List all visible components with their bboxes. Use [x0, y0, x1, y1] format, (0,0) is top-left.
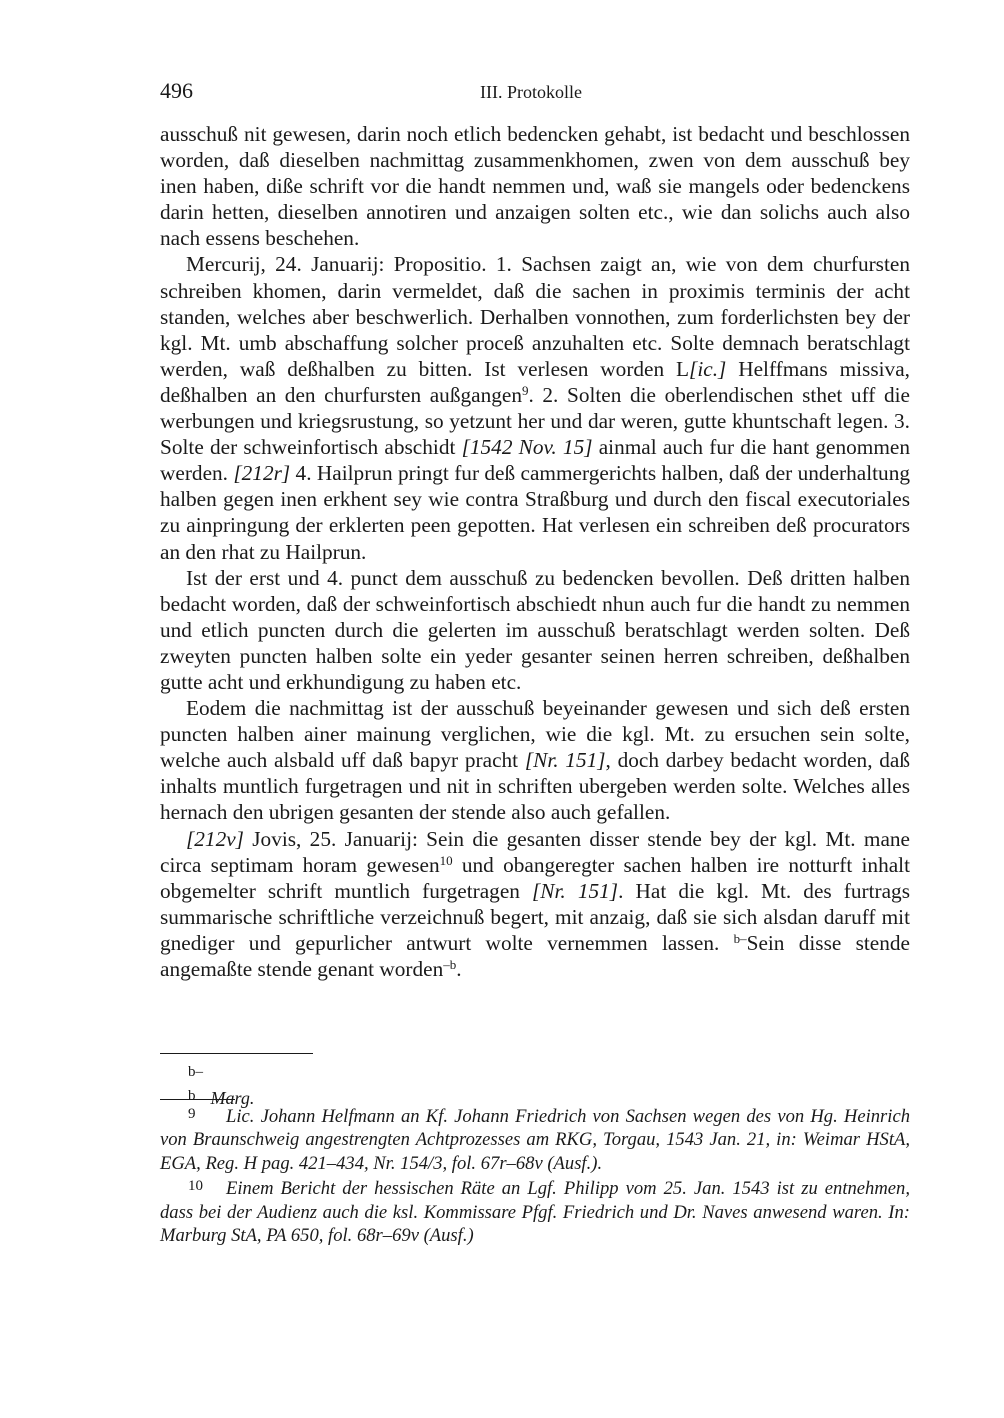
- paragraph-3: [160, 565, 910, 695]
- paragraph-2: [160, 251, 910, 564]
- folio-marker: [212r]: [233, 461, 291, 486]
- text-run: .: [456, 957, 462, 981]
- apparatus-mark: b–b: [188, 1064, 203, 1104]
- paragraph-3-text: Ist der erst und 4. punct dem ausschuß zu bedencken bevollen. Deß dritten halben bedacht worden, daß der schweinfortisch abschiedt nhun auch fur die handt zu nemmen und etlich puncten durch die gelerten im ausschuß beratschlagt werden solten. Deß zweyten puncten halben solte ein yeder gesanter seinen herren schreiben, deßhalben gutte acht und erkhundigung zu haben etc.: [160, 565, 910, 694]
- footnote-item: [160, 1175, 910, 1247]
- text-run: 4. Hailprun pringt fur deß cammergerichts halben, daß der underhaltung halben gegen inen erkhent sey wie contra Straßburg und durch den fiscal executoriales zu ainpringung der erklerten peen gepotten. Hat verlesen ein schreiben deß procurators an den rhat zu Hailprun.: [160, 461, 911, 564]
- editorial-insert: [1542 Nov. 15]: [461, 435, 593, 460]
- editorial-insert: [Nr. 151]: [524, 748, 606, 773]
- text-run: ainmal auch fur die hant genommen werden.: [160, 435, 911, 486]
- apparatus-text: Marg.: [210, 1088, 255, 1108]
- running-head: [160, 78, 910, 110]
- footnote-divider: [160, 1099, 235, 1100]
- text-run: . Hat die kgl. Mt. des furtrags summarische schriftliche verzeichnuß begert, mit anzaig, daß sie sich alsdan daruff mit gnediger und gepurlicher antwurt wolte vernemmen lassen.: [160, 878, 910, 955]
- text-run: . 2. Solten die oberlendischen sthet uff die werbungen und kriegsrustung, so yetzunt her und dar weren, gutte khuntschaft legen. 3. Solte der schweinfortisch abschidt: [160, 382, 910, 460]
- apparatus-divider: [160, 1053, 313, 1054]
- text-run: und obangeregter sachen halben ire notturft inhalt obgemelter schrift muntlich furgetragen: [160, 852, 911, 903]
- body-text: [160, 121, 910, 982]
- text-run: Sein disse stende angemaßte stende genant worden: [160, 930, 910, 981]
- footnote-number: 10: [188, 1178, 203, 1195]
- section-title: III. Protokolle: [480, 82, 582, 102]
- footnote-ref[interactable]: 10: [439, 852, 453, 868]
- footnote-ref[interactable]: 9: [521, 382, 529, 398]
- paragraph-4: [160, 695, 910, 825]
- apparatus-mark-close: –b: [443, 957, 457, 972]
- footnote-text: Lic. Johann Helfmann an Kf. Johann Friedrich von Sachsen wegen des von Hg. Heinrich von Braunschweig angestrengten Achtprozesses am RKG, Torgau, 1543 Jan. 21, in: Weimar HStA, EGA, Reg. H pag. 421–434, Nr. 154/3, fol. 67r–68v (Ausf.).: [160, 1106, 910, 1174]
- text-run: Mercurij, 24. Januarij: Propositio. 1. Sachsen zaigt an, wie von dem churfursten schreiben khomen, darin vermeldet, daß die sachen in proximis terminis der acht standen, welches aber beschwerlich. Derhalben vonnothen, zum forderlichsten bey der kgl. Mt. umb abschaffung solcher proceß anzuhalten etc. Solte demnach beratschlagt werden, waß deßhalben zu bitten. Ist verlesen worden L: [160, 252, 910, 381]
- footnote-number: 9: [188, 1106, 196, 1122]
- apparatus-mark-open: b–: [733, 930, 747, 946]
- text-run: Jovis, 25. Januarij: Sein die gesanten disser stende bey der kgl. Mt. mane circa septimam horam gewesen: [160, 826, 910, 877]
- footnotes: [160, 1103, 910, 1247]
- text-run: Helffmans missiva, deßhalben an den churfursten außgangen: [160, 356, 910, 407]
- text-run: Eodem die nachmittag ist der ausschuß beyeinander gewesen und sich deß ersten puncten halben ainer mainung verglichen, wie die kgl. Mt. zu ersuchen sein solte, welche auch alsbald uff daß bapyr pracht: [160, 696, 910, 773]
- paragraph-5: [160, 826, 910, 983]
- paragraph-1-text: ausschuß nit gewesen, darin noch etlich bedencken gehabt, ist bedacht und beschlossen worden, daß dieselben nachmittag zusammenkhomen, zwen von dem ausschuß bey inen haben, diße schrift vor die handt nemmen und, waß sie mangels oder bedenckens darin hetten, dieselben annotiren und anzaigen solten etc., wie dan solichs auch also nach essens beschehen.: [160, 122, 910, 251]
- folio-marker: [212v]: [186, 826, 244, 851]
- page-number: 496: [160, 78, 193, 103]
- footnote-text: Einem Bericht der hessischen Räte an Lgf. Philipp vom 25. Jan. 1543 ist zu entnehmen, dass bei der Audienz auch die ksl. Kommissare Pfgf. Friedrich und Dr. Naves anwesend waren. In: Marburg StA, PA 650, fol. 68r–69v (Ausf.): [160, 1178, 910, 1247]
- editorial-insert: [Nr. 151]: [532, 878, 619, 903]
- editorial-insert: [ic.]: [689, 356, 727, 381]
- footnote-item: [160, 1103, 910, 1175]
- text-run: , doch darbey bedacht worden, daß inhalts muntlich furgetragen und nit in schriften ubergeben werden solte. Welches alles hernach den ubrigen gesanten der stende also auch gefallen.: [160, 748, 911, 825]
- paragraph-1: [160, 121, 910, 251]
